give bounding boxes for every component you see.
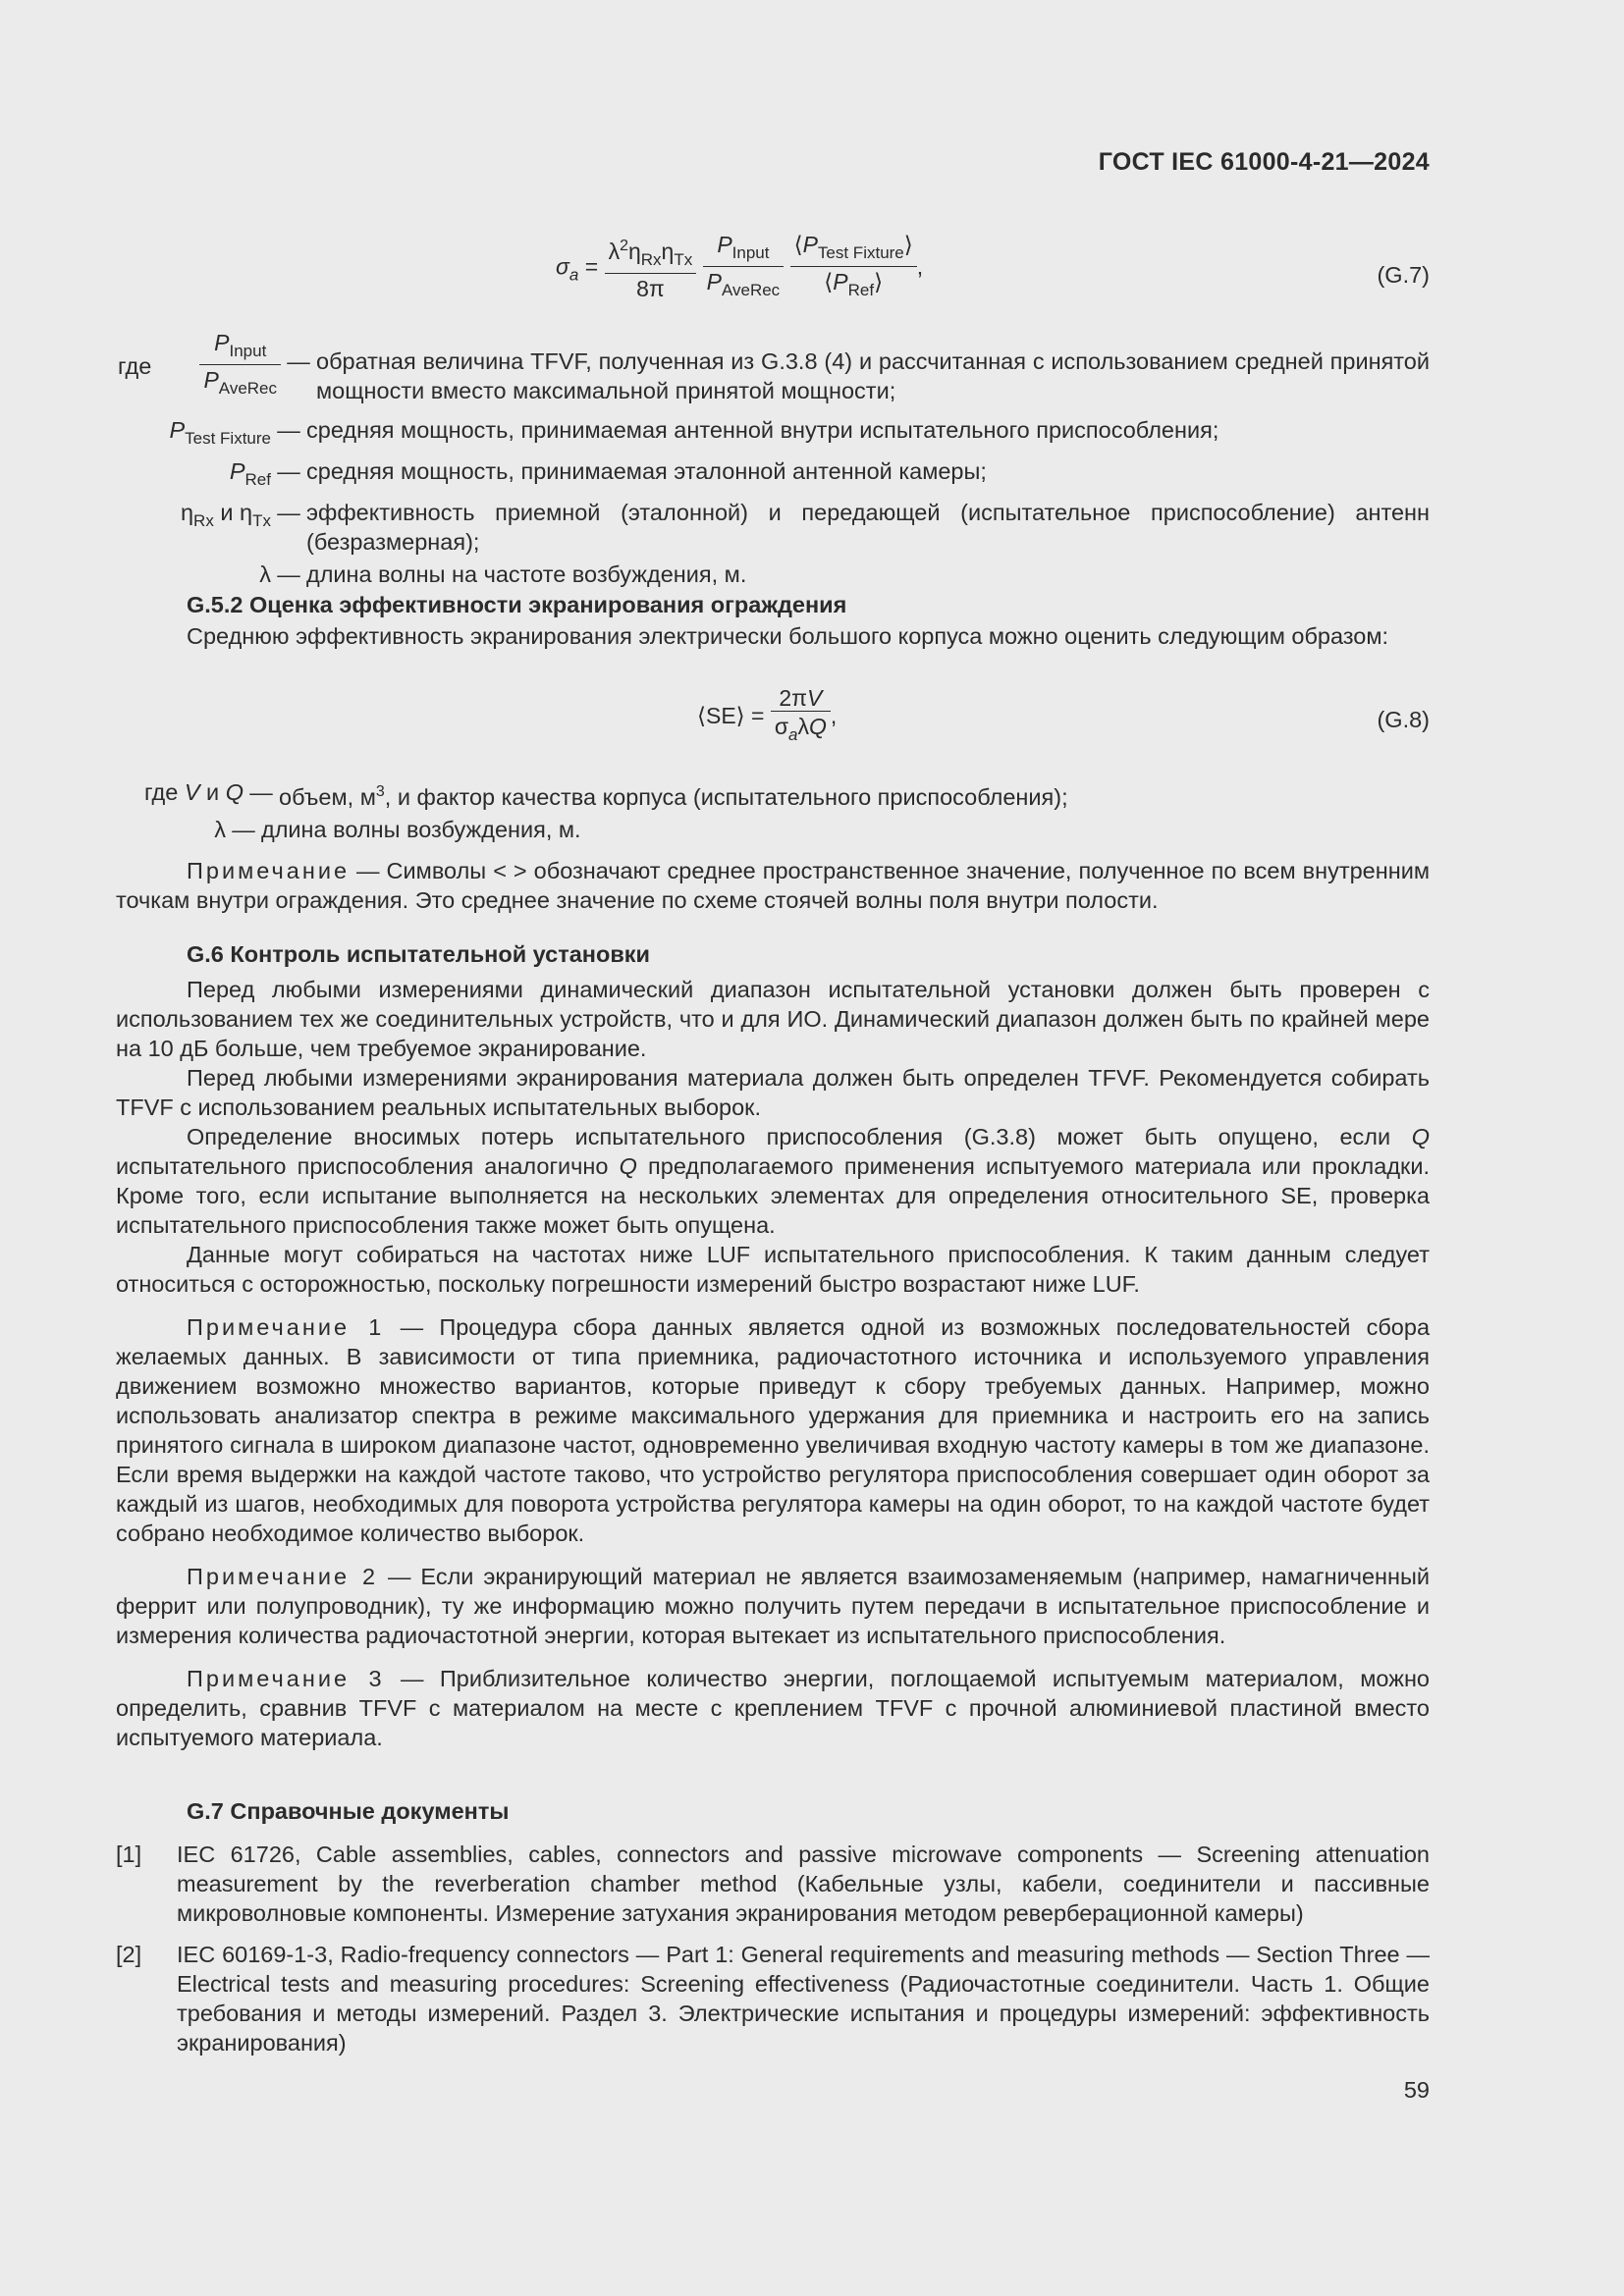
- definition-eta: $\eta_{Rx}$ и $\eta_{Tx}$ — эффективность приемной (эталонной) и передающей (испытательное приспособление) антенн (безразмерная);: [180, 500, 1430, 555]
- document-header: ГОСТ IEC 61000-4-21—2024: [1098, 148, 1430, 176]
- reference-list: [116, 1840, 1430, 2057]
- paragraph-g6-1: Перед любыми измерениями динамический диапазон испытательной установки должен быть проверен с использованием тех же соединительных устройств, что и для ИО. Динамический диапазон должен быть по крайней мере на 10 дБ больше, чем требуемое экранирование.: [116, 977, 1430, 1061]
- equation-number-g7: (G.7): [1377, 262, 1430, 288]
- definition-pinput-paverec: где $P_{Input}$ $P_{AveRec}$ — обратная величина TFVF, полученная из G.3.8 (4) и рассчитанная с использованием средней принятой мощности вместо максимальной принятой мощности;: [118, 330, 1430, 403]
- paragraph-g6-2: Перед любыми измерениями экранирования материала должен быть определен TFVF. Рекомендуется собирать TFVF с использованием реальных испытательных выборок.: [116, 1065, 1430, 1120]
- heading-g7: G.7 Справочные документы: [187, 1798, 510, 1824]
- definition-ptestfixture: $P_{Test Fixture}$ — средняя мощность, принимаемая антенной внутри испытательного приспособления;: [169, 417, 1219, 448]
- definition-pref: $P_{Ref}$ — средняя мощность, принимаемая эталонной антенной камеры;: [229, 458, 987, 489]
- equation-number-g8: (G.8): [1377, 707, 1430, 732]
- definition-v-q: где V и Q — объем, $м^3$, и фактор качества корпуса (испытательного приспособления);: [143, 779, 1068, 810]
- equation-g7: $\sigma_a$ = $\frac{\lambda^2\eta_{Rx}\eta_{Tx}}{8\pi}$ $\frac{P_{Input}}{P_{AveRec}}$ $\frac{⟨P_{Test Fixture}⟩}{⟨P_{Ref}⟩}$ ,: [556, 232, 923, 305]
- reference-item: [2] IEC 60169-1-3, Radio-frequency connectors — Part 1: General requirements and measuring methods — Section Three — Electrical tests and measuring procedures: Screening effectiveness (Радиочастотные соединители. Часть 1. Общие требования и методы измерений. Раздел 3. Электрические испытания и процедуры измерений: эффективность экранирования): [116, 1942, 1430, 2056]
- paragraph-g6-4: Данные могут собираться на частотах ниже LUF испытательного приспособления. К таким данным следует относиться с осторожностью, поскольку погрешности измерений быстро возрастают ниже LUF.: [116, 1242, 1430, 1297]
- where-definitions-g7: [116, 330, 1430, 589]
- paragraph-g52: Среднюю эффективность экранирования электрически большого корпуса можно оценить следующим образом:: [187, 623, 1389, 649]
- reference-item: [1] IEC 61726, Cable assemblies, cables, connectors and passive microwave components — Screening attenuation measurement by the reverberation chamber method (Кабельные узлы, кабели, соединители и пассивные микроволновые компоненты. Измерение затухания экранирования методом реверберационной камеры): [116, 1842, 1430, 1926]
- section-g6-body: [116, 975, 1430, 1752]
- heading-g6: G.6 Контроль испытательной установки: [187, 941, 651, 967]
- equation-g8: ⟨SE⟩ = $\frac{2\pi V}{\sigma_a\lambda Q}$ ,: [697, 685, 837, 750]
- note-g6-2: Примечание 2 — Если экранирующий материал не является взаимозаменяемым (например, намагниченный феррит или полупроводник), ту же информацию можно получить путем передачи в испытательное приспособление и измерения количества радиочастотной энергии, которая вытекает из испытательного приспособления.: [116, 1564, 1431, 1648]
- heading-g52: G.5.2 Оценка эффективности экранирования ограждения: [187, 592, 847, 617]
- note-g6-1: Примечание 1 — Процедура сбора данных является одной из возможных последовательностей сбора желаемых данных. В зависимости от типа приемника, радиочастотного источника и используемого управления движением возможно множество вариантов, которые приведут к сбору требуемых данных. Например, можно использовать анализатор спектра в режиме максимального удержания для приемника и настроить его на запись принятого сигнала в широком диапазоне частот, одновременно увеличивая входную частоту камеры в том же диапазоне. Если время выдержки на каждой частоте таково, что устройство регулятора приспособления совершает один оборот за каждый из шагов, необходимых для поворота устройства регулятора камеры на один оборот, то на каждой частоте будет собрано необходимое количество выборок.: [116, 1314, 1431, 1546]
- definition-lambda: λ — длина волны на частоте возбуждения, м.: [259, 561, 747, 587]
- note-g5: Примечание — Символы < > обозначают среднее пространственное значение, полученное по всем внутренним точкам внутри ограждения. Это среднее значение по схеме стоячей волны поля внутри полости.: [116, 858, 1430, 913]
- where-definitions-g8: [116, 777, 1430, 844]
- definition-lambda-g8: λ — длина волны возбуждения, м.: [214, 817, 581, 842]
- page-number: 59: [1403, 2077, 1430, 2103]
- paragraph-g6-3: Определение вносимых потерь испытательного приспособления (G.3.8) может быть опущено, если Q испытательного приспособления аналогично Q предполагаемого применения испытуемого материала или прокладки. Кроме того, если испытание выполняется на нескольких элементах для определения относительного SE, проверка испытательного приспособления также может быть опущена.: [116, 1124, 1430, 1238]
- note-g6-3: Примечание 3 — Приблизительное количество энергии, поглощаемой испытуемым материалом, можно определить, сравнив TFVF с материалом на месте с креплением TFVF с прочной алюминиевой пластиной вместо испытуемого материала.: [116, 1666, 1430, 1750]
